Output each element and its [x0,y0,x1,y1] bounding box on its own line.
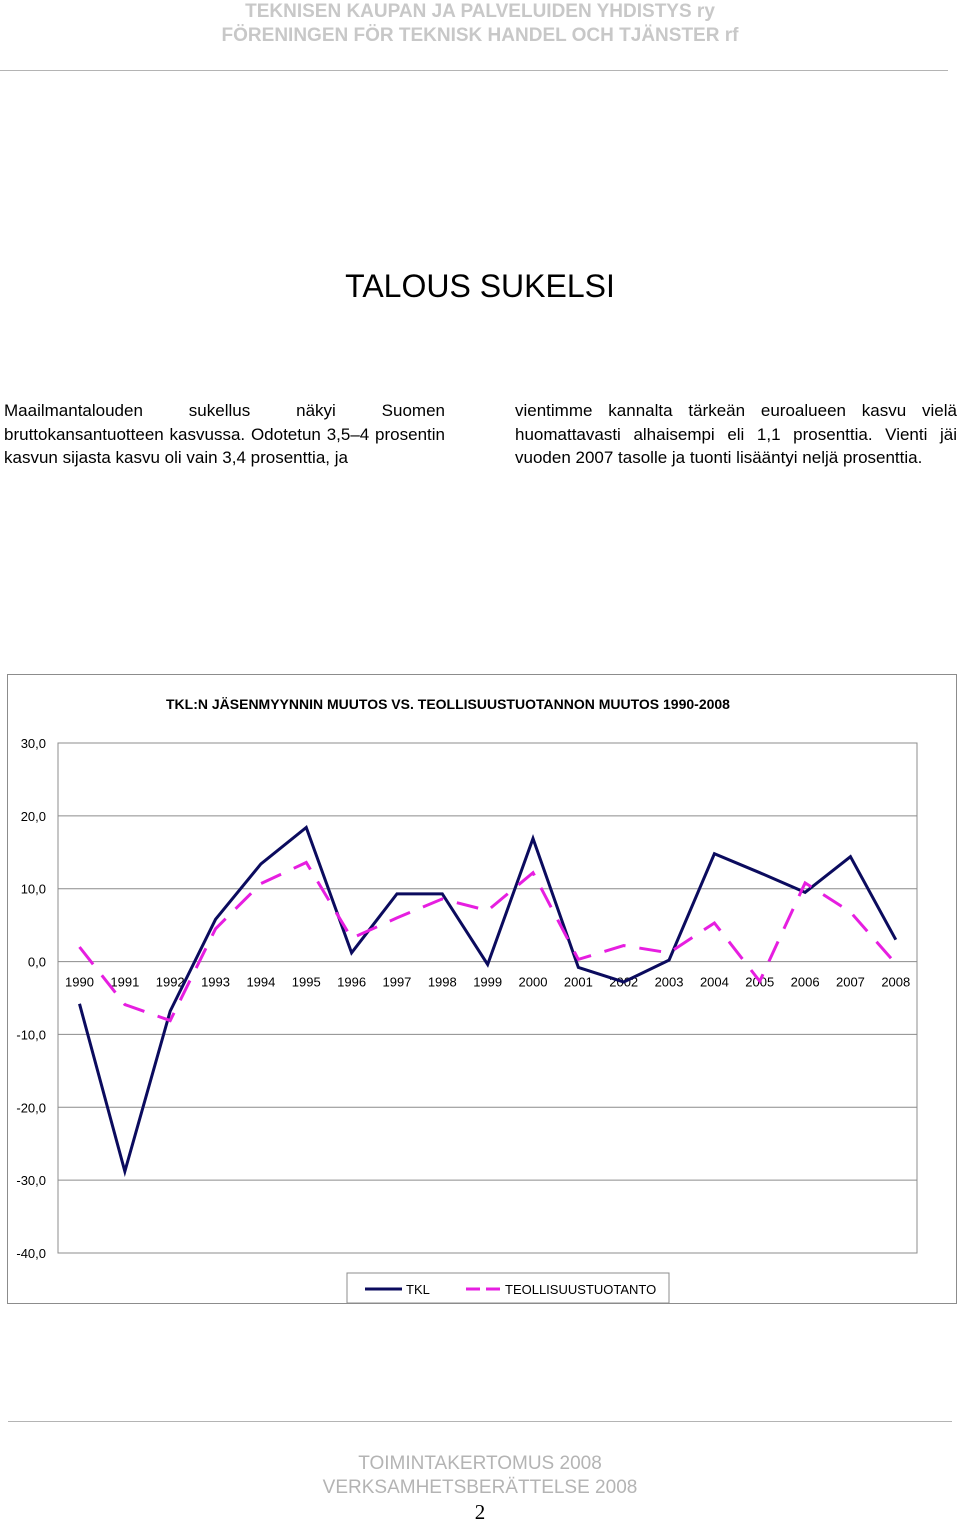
report-title-finnish: TOIMINTAKERTOMUS 2008 [358,1453,602,1474]
x-tick-label: 1990 [65,974,94,990]
legend-label-teollisuustuotanto: TEOLLISUUSTUOTANTO [505,1282,657,1297]
x-tick-label: 1997 [382,974,412,990]
y-tick-label: -40,0 [16,1246,46,1261]
x-tick-label: 1994 [246,974,276,990]
page-number: 2 [474,1500,486,1524]
body-paragraph-left: Maailmantalouden sukellus näkyi Suomen bruttokansantuotteen kasvussa. Odotetun 3,5–4 prosentin kasvun sijasta kasvu oli vain 3,4 prosenttia, ja [4,401,445,467]
x-tick-label: 2004 [699,974,729,990]
x-tick-label: 1995 [291,974,321,990]
x-tick-label: 2002 [609,974,639,990]
x-tick-label: 2006 [790,974,820,990]
y-tick-label: -20,0 [16,1100,46,1116]
x-tick-label: 1998 [427,974,457,990]
series-line-teollisuustuotanto [80,862,896,1020]
x-tick-label: 1993 [201,974,231,990]
organization-name-swedish: FÖRENINGEN FÖR TEKNISK HANDEL OCH TJÄNSTER rf [221,25,739,46]
y-tick-label: 20,0 [20,808,46,824]
x-tick-label: 2000 [518,974,548,990]
footer-divider [8,1421,952,1422]
x-tick-label: 1991 [110,974,140,990]
y-tick-label: -10,0 [16,1027,46,1043]
x-tick-label: 1992 [155,974,185,990]
chart-title: TKL:N JÄSENMYYNNIN MUUTOS VS. TEOLLISUUSTUOTANNON MUUTOS 1990-2008 [166,696,730,712]
y-tick-label: 0,0 [27,954,46,970]
legend-label-tkl: TKL [406,1282,430,1297]
line-chart [8,675,956,1303]
y-tick-label: 30,0 [20,736,46,751]
x-tick-label: 2007 [835,974,865,990]
x-tick-label: 1999 [473,974,503,990]
header-divider [0,70,948,71]
body-paragraph-right: vientimme kannalta tärkeän euroalueen kasvu vielä huomattavasti alhaisempi eli 1,1 prosenttia. Vienti jäi vuoden 2007 tasolle ja tuonti lisääntyi neljä prosenttia. [515,401,957,467]
y-tick-label: -30,0 [16,1173,46,1189]
page-title: TALOUS SUKELSI [345,268,615,304]
x-tick-label: 2008 [881,974,911,990]
chart-frame [7,674,957,1304]
x-tick-label: 2003 [654,974,684,990]
organization-name-finnish: TEKNISEN KAUPAN JA PALVELUIDEN YHDISTYS ry [245,1,715,22]
x-tick-label: 2005 [745,974,775,990]
x-tick-label: 2001 [563,974,593,990]
x-tick-label: 1996 [337,974,367,990]
series-line-tkl [80,828,896,1172]
y-tick-label: 10,0 [20,881,46,897]
report-title-swedish: VERKSAMHETSBERÄTTELSE 2008 [322,1477,638,1498]
plot-area [58,743,917,1253]
